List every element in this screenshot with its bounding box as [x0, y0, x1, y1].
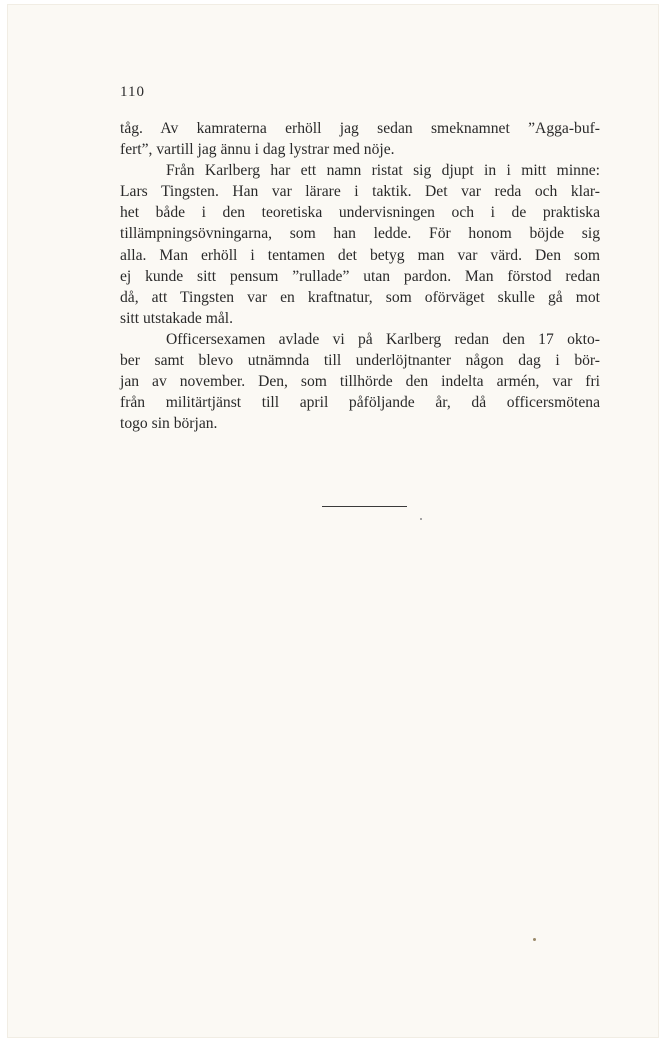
text-line: Officersexamen avlade vi på Karlberg redan den 17 okto-	[166, 330, 600, 348]
text-line: tillämpningsövningarna, som han ledde. För honom böjde sig	[120, 225, 600, 243]
text-line: togo sin början.	[120, 415, 218, 433]
text-line: fert”, vartill jag ännu i dag lystrar med nöje.	[120, 141, 395, 159]
text-line: alla. Man erhöll i tentamen det betyg man var värd. Den som	[120, 246, 600, 264]
text-line: från militärtjänst till april påföljande år, då officersmötena	[120, 394, 600, 412]
text-line: då, att Tingsten var en kraftnatur, som oförväget skulle gå mot	[120, 288, 600, 306]
paper-speck	[420, 518, 422, 520]
text-line: ej kunde sitt pensum ”rullade” utan pardon. Man förstod redan	[120, 267, 600, 285]
text-line: Lars Tingsten. Han var lärare i taktik. Det var reda och klar-	[120, 183, 600, 201]
book-page	[7, 4, 659, 1038]
text-line: het både i den teoretiska undervisningen och i de praktiska	[120, 204, 600, 222]
page-number: 110	[120, 84, 145, 100]
text-line: tåg. Av kamraterna erhöll jag sedan smeknamnet ”Agga-buf-	[120, 120, 600, 137]
text-line: Från Karlberg har ett namn ristat sig djupt in i mitt minne:	[166, 162, 600, 180]
text-line: jan av november. Den, som tillhörde den indelta armén, var fri	[120, 373, 600, 391]
text-line: ber samt blevo utnämnda till underlöjtnanter någon dag i bör-	[120, 352, 600, 370]
paper-speck	[533, 938, 536, 941]
text-line: sitt utstakade mål.	[120, 309, 234, 327]
section-divider	[322, 506, 407, 507]
body-text	[120, 118, 600, 434]
